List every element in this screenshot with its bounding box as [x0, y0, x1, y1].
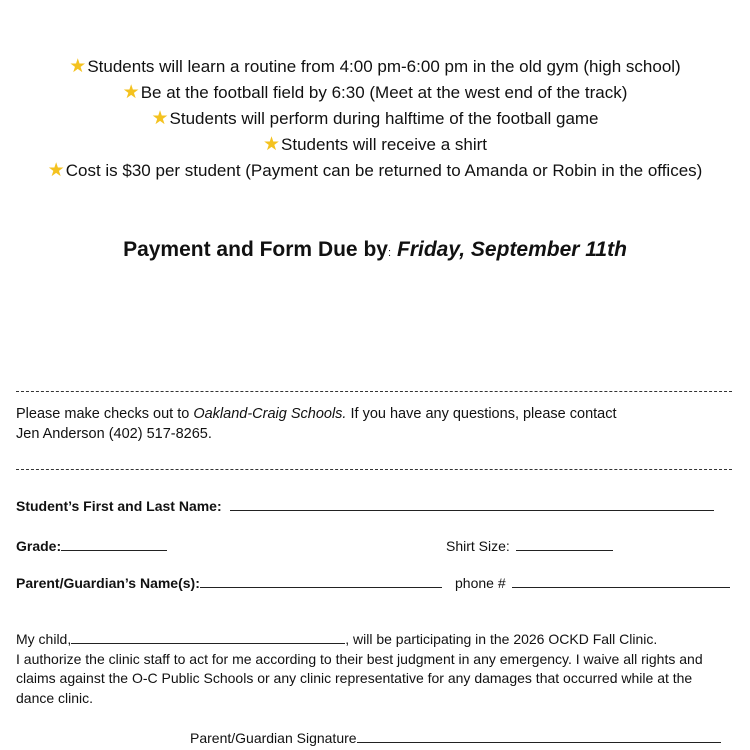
phone-label: phone #: [455, 575, 506, 591]
due-date: Friday, September 11th: [397, 238, 627, 261]
due-date-heading: [0, 238, 750, 262]
consent-paragraph: My child, , will be participating in the 2026 OCKD Fall Clinic. I authorize the clinic staff to act for me according to their best judgment in any emergency. I waive all rights and claims against the O-C Public Schools or any clinic representative for any damages that occurred while at the dance clinic.: [16, 631, 703, 706]
phone-row: [455, 573, 730, 591]
student-name-label: Student’s First and Last Name:: [16, 498, 222, 514]
parent-name-label: Parent/Guardian’s Name(s):: [16, 575, 200, 591]
shirt-size-row: [446, 536, 613, 554]
bullet-item: ★Cost is $30 per student (Payment can be returned to Amanda or Robin in the offices): [47, 160, 703, 181]
student-name-field[interactable]: [230, 496, 714, 511]
info-bullets: [0, 54, 750, 184]
star-icon: ★: [262, 134, 281, 155]
contact-info: Jen Anderson (402) 517-8265.: [16, 426, 212, 442]
signature-row: [190, 728, 721, 746]
bullet-item: ★Students will learn a routine from 4:00 pm-6:00 pm in the old gym (high school): [69, 56, 681, 77]
star-icon: ★: [47, 160, 65, 181]
phone-field[interactable]: [512, 573, 730, 588]
bullet-item: ★Students will receive a shirt: [262, 134, 488, 155]
star-icon: ★: [69, 56, 87, 77]
payee-name: Oakland-Craig Schools.: [193, 406, 347, 422]
student-name-row: [16, 496, 714, 514]
shirt-size-field[interactable]: [516, 536, 613, 551]
divider: [16, 469, 732, 470]
payment-notice: Please make checks out to Oakland-Craig Schools. If you have any questions, please contact Jen Anderson (402) 517-8265.: [16, 406, 617, 442]
star-icon: ★: [151, 108, 169, 129]
bullet-item: ★Students will perform during halftime of the football game: [151, 108, 599, 129]
grade-row: [16, 536, 167, 554]
grade-label: Grade:: [16, 538, 62, 554]
signature-field[interactable]: [357, 728, 721, 743]
child-name-field[interactable]: [71, 631, 345, 644]
star-icon: ★: [122, 82, 140, 103]
bullet-item: ★Be at the football field by 6:30 (Meet at the west end of the track): [122, 82, 628, 103]
shirt-size-label: Shirt Size:: [446, 538, 510, 554]
grade-field[interactable]: [61, 536, 167, 551]
parent-row: [16, 573, 442, 591]
parent-name-field[interactable]: [200, 573, 442, 588]
signature-label: Parent/Guardian Signature: [190, 730, 357, 746]
due-label: Payment and Form Due by: [123, 238, 388, 261]
due-separator: :: [387, 247, 392, 259]
divider: [16, 391, 732, 392]
consent-text: I authorize the clinic staff to act for me according to their best judgment in any emergency. I waive all rights and claims against the O-C Public Schools or any clinic representative for any damages that occurred while at the dance clinic.: [16, 650, 703, 706]
